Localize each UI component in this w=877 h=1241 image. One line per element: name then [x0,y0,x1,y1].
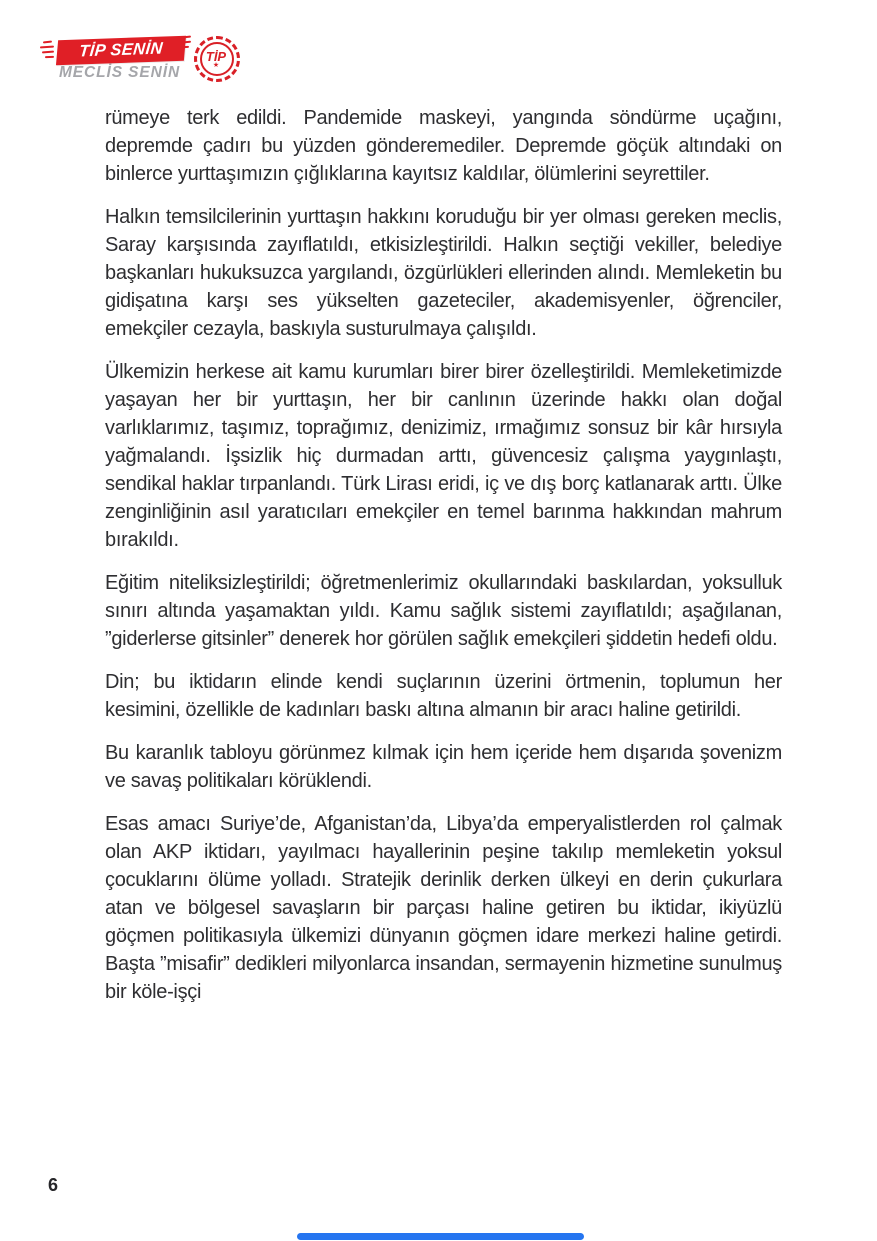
emblem-text: TİP [205,49,227,64]
logo-subtitle: MECLİS SENİN [59,64,181,81]
star-icon: ★ [212,62,220,69]
paragraph: Esas amacı Suriye’de, Afganistan’da, Libya’da emperyalistlerden rol çalmak olan AKP iktidarı, yayılmacı hayallerinin peşine takılıp memleketin yoksul çocuklarını ölüme yolladı. Stratejik derinlik derken ülkeyi en derin çukurlara atan ve bölgesel savaşların bir parçası haline getiren bu iktidar, ikiyüzlü göçmen politikasıyla ülkemizi dünyanın göçmen idare merkezi haline getirdi. Başta ”misafir” dedikleri milyonlarca insandan, sermayenin hizmetine sunulmuş bir köle-işçi [105,813,782,1003]
scroll-indicator-bar [297,1233,584,1240]
speed-lines-icon [182,36,191,39]
paragraph: Eğitim niteliksizleştirildi; öğretmenlerimiz okullarındaki baskılardan, yoksulluk sınırı altında yaşamaktan yıldı. Kamu sağlık sistemi zayıflatıldı; aşağılanan, ”giderlerse gitsinler” denerek hor görülen sağlık emekçileri şiddetin hedefi oldu. [105,572,782,650]
logo-banner [56,36,186,66]
body-text [105,104,782,1021]
speed-lines-icon [43,41,52,44]
tip-logo [40,34,240,92]
page-number: 6 [48,1175,59,1195]
paragraph: Ülkemizin herkese ait kamu kurumları birer birer özelleştirildi. Memleketimizde yaşayan her bir yurttaşın, her bir canlının üzerinde hakkı olan doğal varlıklarımız, taşımız, toprağımız, denizimiz, ırmağımız sonsuz bir kâr hırsıyla yağmalandı. İşsizlik hiç durmadan arttı, güvencesiz çalışma yaygınlaştı, sendikal haklar tırpanlandı. Türk Lirası eridi, iç ve dış borç katlanarak arttı. Ülke zenginliğinin asıl yaratıcıları emekçiler en temel barınma hakkından mahrum bırakıldı. [105,361,782,551]
speed-lines-icon [184,41,191,44]
paragraph: Din; bu iktidarın elinde kendi suçlarının üzerini örtmenin, toplumun her kesimini, özellikle de kadınları baskı altına almanın bir aracı haline getirildi. [105,671,782,721]
paragraph: Bu karanlık tabloyu görünmez kılmak için hem içeride hem dışarıda şovenizm ve savaş politikaları körüklendi. [105,742,782,792]
logo-title: TİP SENİN [78,39,164,61]
speed-lines-icon [45,56,54,59]
speed-lines-icon [40,46,54,49]
speed-lines-icon [42,51,54,54]
tip-emblem-icon [193,35,241,83]
paragraph: rümeye terk edildi. Pandemide maskeyi, yangında söndürme uçağını, depremde çadırı bu yüzden gönderemediler. Depremde göçük altındaki on binlerce yurttaşımızın çığlıklarına kayıtsız kaldılar, ölümlerini seyrettiler. [105,107,782,185]
paragraph: Halkın temsilcilerinin yurttaşın hakkını koruduğu bir yer olması gereken meclis, Saray karşısında zayıflatıldı, etkisizleştirildi. Halkın seçtiği vekiller, belediye başkanları hukuksuzca yargılandı, özgürlükleri ellerinden alındı. Memleketin bu gidişatına karşı ses yükselten gazeteciler, akademisyenler, öğrenciler, emekçiler cezayla, baskıyla susturulmaya çalışıldı. [105,206,782,340]
